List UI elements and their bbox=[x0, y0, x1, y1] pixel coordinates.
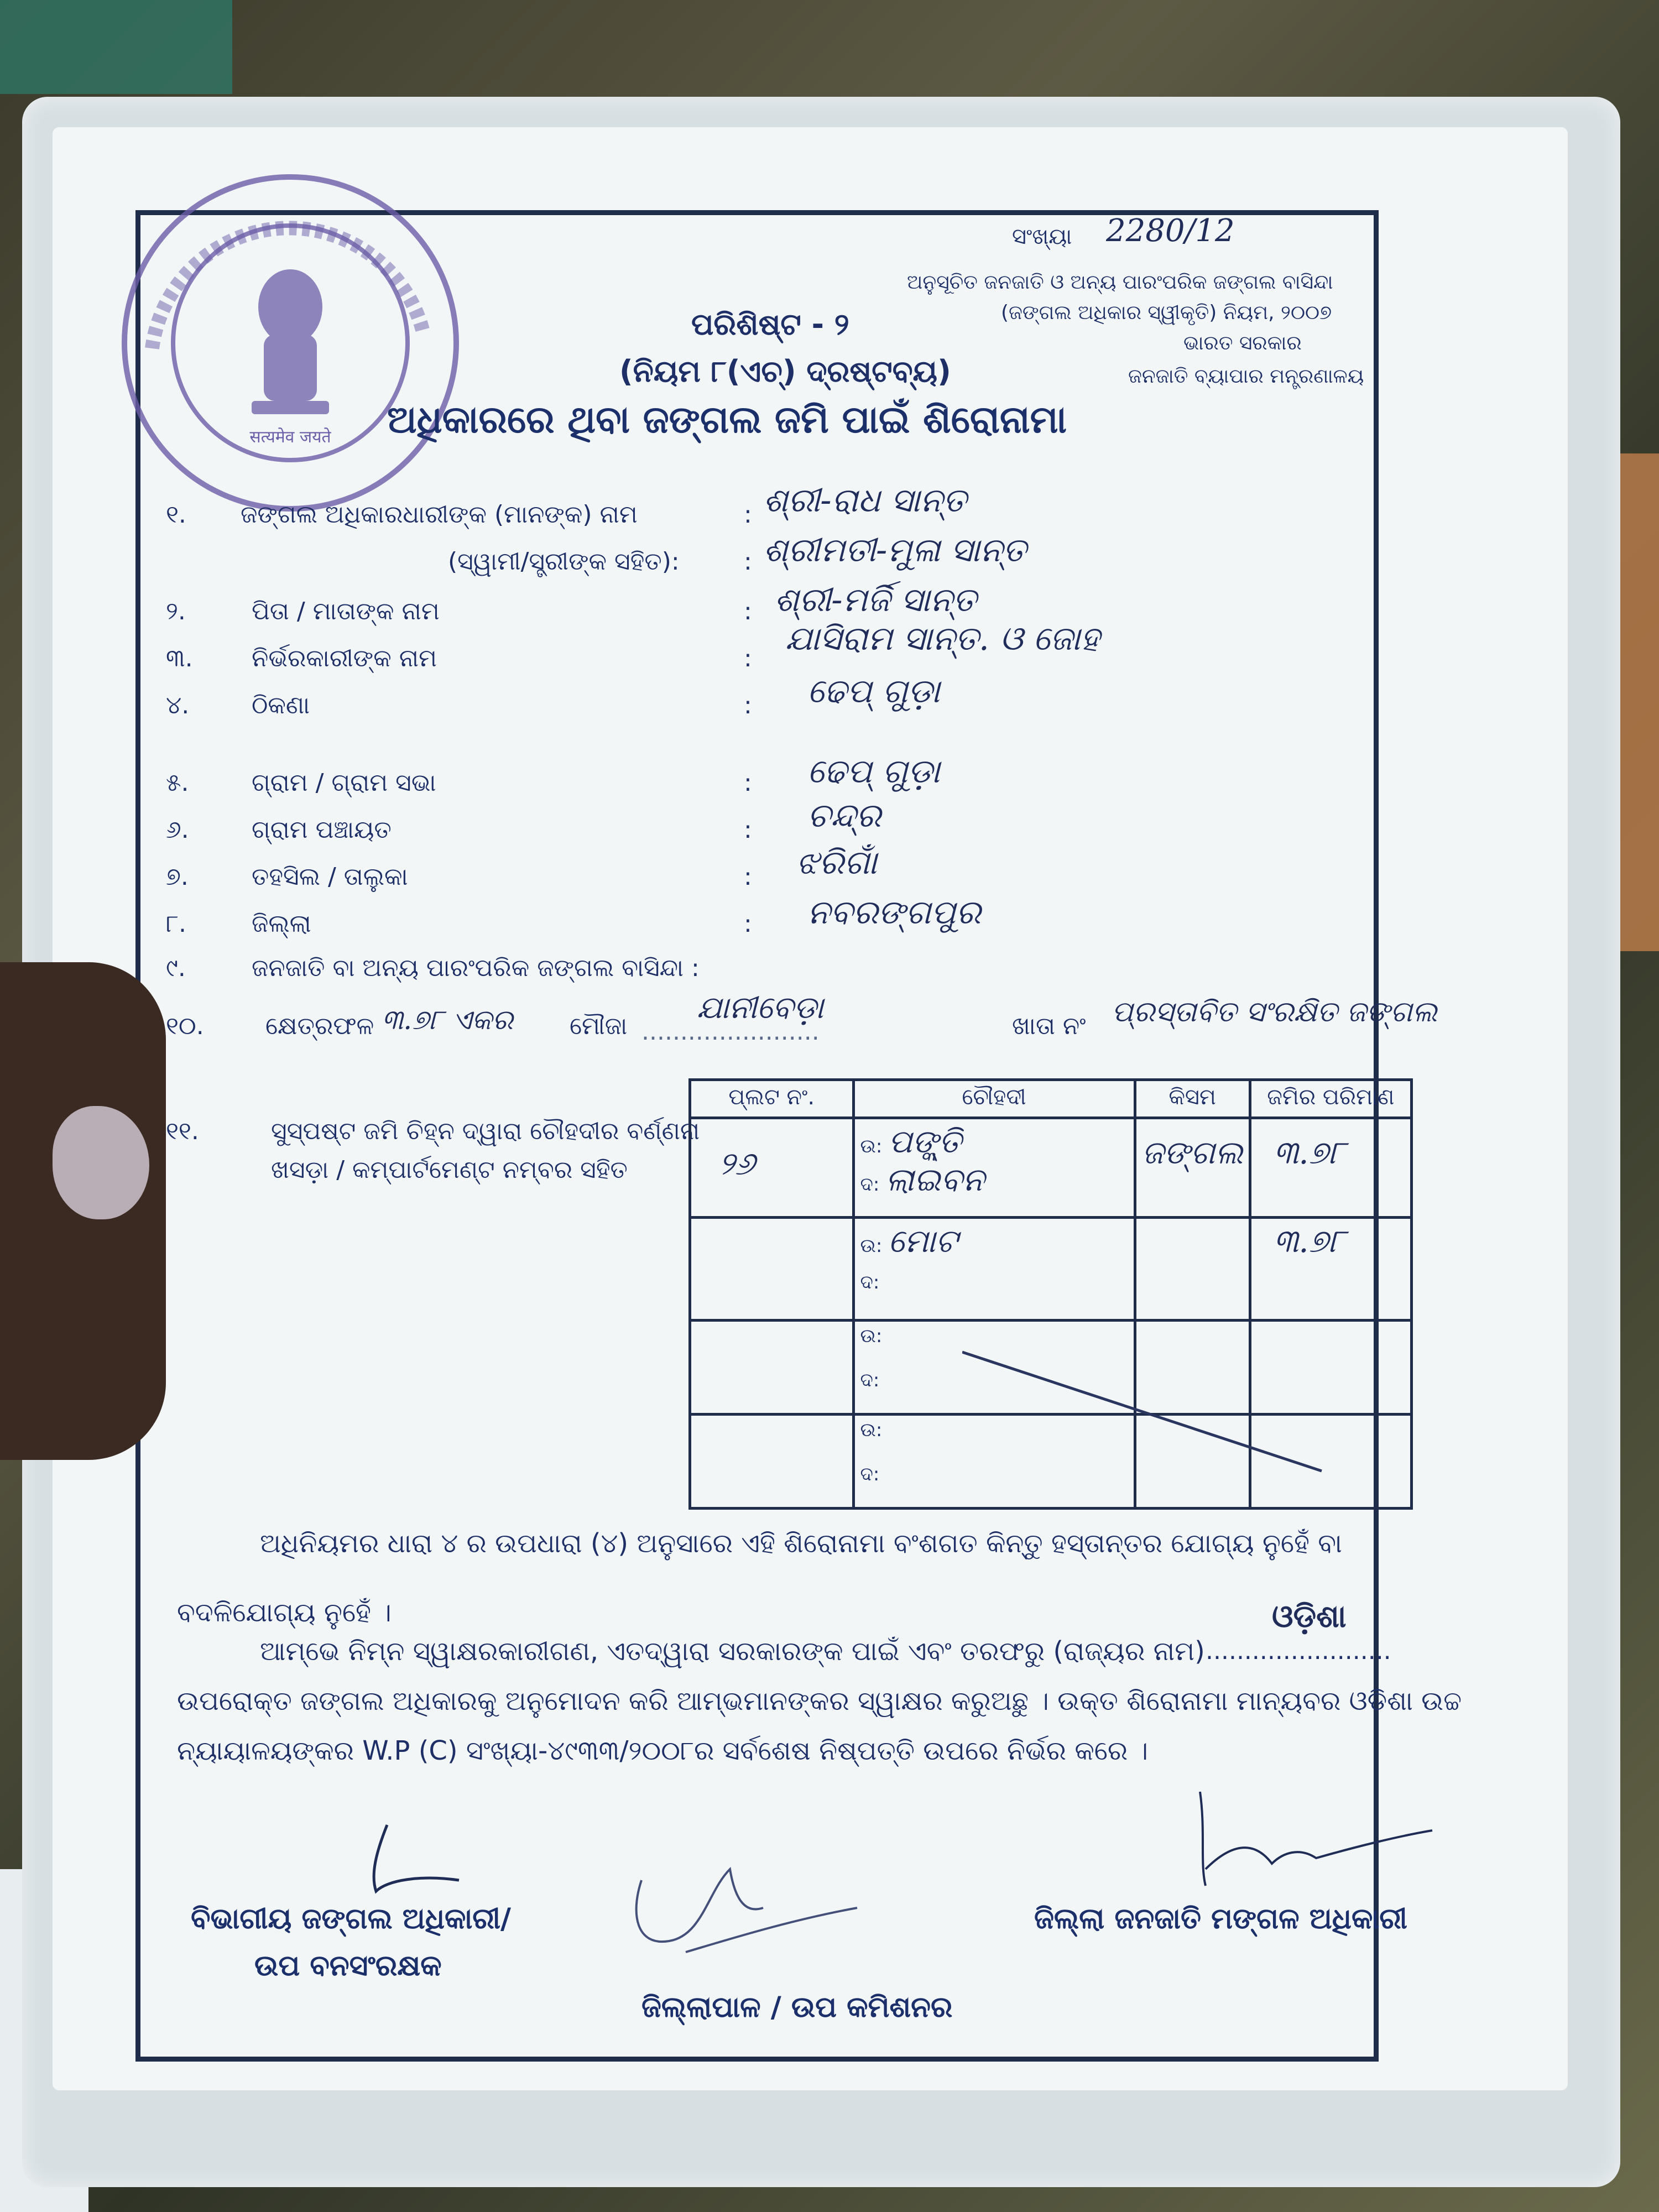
rule-reference: (ନିୟମ ୮(ଏଚ୍) ଦ୍ରଷ୍ଟବ୍ୟ) bbox=[619, 354, 951, 389]
header-kisam: କିସମ bbox=[1135, 1080, 1250, 1118]
field-value: ଢେପ୍ ଗୁଡ଼ା bbox=[807, 752, 940, 791]
emblem-motto: सत्यमेव जयते bbox=[249, 427, 331, 447]
field-colon: : bbox=[744, 863, 752, 891]
north-marker: ଉ: ପଙ୍କ୍ତି bbox=[860, 1123, 962, 1161]
field-number: ୭. bbox=[166, 863, 189, 891]
area-total: ୩.୭୮ bbox=[1273, 1222, 1345, 1260]
field-label: ଜିଲ୍ଲା bbox=[252, 910, 311, 938]
field-label: (ସ୍ୱାମୀ/ସ୍ତ୍ରୀଙ୍କ ସହିତ): bbox=[448, 547, 680, 576]
north-marker: ଉ: bbox=[860, 1324, 883, 1347]
serial-label: ସଂଖ୍ୟା bbox=[1012, 224, 1072, 249]
south-marker: ଦ: bbox=[860, 1463, 880, 1485]
north-value: ମୋଟ bbox=[888, 1222, 958, 1260]
field-label: ଜଙ୍ଗଲ ଅଧିକାରଧାରୀଙ୍କ (ମାନଙ୍କ) ନାମ bbox=[241, 500, 638, 529]
ashoka-emblem-icon bbox=[252, 269, 329, 414]
field-value: ନବରଙ୍ଗପୁର bbox=[807, 893, 981, 932]
state-value: ଓଡ଼ିଶା bbox=[1272, 1598, 1347, 1635]
dwo-title: ଜିଲ୍ଲା ଜନଜାତି ମଙ୍ଗଳ ଅଧିକାରୀ bbox=[1034, 1902, 1407, 1936]
document-title: ଅଧିକାରରେ ଥିବା ଜଙ୍ଗଲ ଜମି ପାଇଁ ଶିରୋନାମା bbox=[387, 398, 1067, 442]
annexure-label: ପରିଶିଷ୍ଟ - ୨ bbox=[691, 307, 849, 342]
south-marker: ଦ: bbox=[860, 1369, 880, 1391]
south-value: ଲାଇବନ bbox=[885, 1161, 985, 1199]
field-label: ତହସିଲ / ତାଲୁକା bbox=[252, 863, 408, 891]
field-colon: : bbox=[744, 769, 752, 797]
khata-value: ପ୍ରସ୍ତାବିତ ସଂରକ୍ଷିତ ଜଙ୍ଗଲ bbox=[1112, 995, 1438, 1029]
cancel-slash bbox=[962, 1344, 1333, 1482]
north-marker: ଉ: ମୋଟ bbox=[860, 1222, 958, 1260]
north-value: ପଙ୍କ୍ତି bbox=[888, 1123, 962, 1161]
official-seal bbox=[113, 166, 467, 520]
act-line-1: ଅନୁସୂଚିତ ଜନଜାତି ଓ ଅନ୍ୟ ପାରଂପରିକ ଜଙ୍ଗଲ ବାସିନ୍ଦା bbox=[907, 271, 1333, 294]
para2-line3: ନ୍ୟାୟାଳୟଙ୍କର W.P (C) ସଂଖ୍ୟା-୪୯୩୩/୨୦୦୮ର ସର୍ବଶେଷ ନିଷ୍ପତ୍ତି ଉପରେ ନିର୍ଭର କରେ । bbox=[177, 1735, 1149, 1766]
south-marker: ଦ: ଲାଇବନ bbox=[860, 1161, 985, 1199]
background-cloth bbox=[0, 0, 232, 94]
para2-line2: ଉପରୋକ୍ତ ଜଙ୍ଗଲ ଅଧିକାରକୁ ଅନୁମୋଦନ କରି ଆମ୍ଭମାନଙ୍କର ସ୍ୱାକ୍ଷର କରୁଅଛୁ । ଉକ୍ତ ଶିରୋନାମା ମାନ୍ୟବର ଓଡିଶା ଉଚ୍ଚ bbox=[177, 1686, 1462, 1717]
boundary-label-2: ଖସଡ଼ା / କମ୍ପାର୍ଟମେଣ୍ଟ ନମ୍ବର ସହିତ bbox=[271, 1156, 628, 1184]
header-boundary: ଚୌହଦୀ bbox=[853, 1080, 1135, 1118]
field-value: ଝରିଗାଁ bbox=[796, 843, 877, 882]
para2-line1: ଆମ୍ଭେ ନିମ୍ନ ସ୍ୱାକ୍ଷରକାରୀଗଣ, ଏତଦ୍ୱାରା ସରକାରଙ୍କ ପାଇଁ ଏବଂ ତରଫରୁ (ରାଜ୍ୟର ନାମ) bbox=[260, 1636, 1205, 1667]
dfo-title-1: ବିଭାଗୀୟ ଜଙ୍ଗଲ ଅଧିକାରୀ/ bbox=[191, 1902, 512, 1936]
table-row bbox=[690, 1118, 1412, 1218]
field-number: ୩. bbox=[166, 644, 193, 672]
state-dots: ........................ bbox=[1206, 1637, 1391, 1665]
kisam-value: ଜଙ୍ଗଲ bbox=[1141, 1134, 1243, 1172]
khata-label: ଖାତା ନଂ bbox=[1012, 1012, 1086, 1040]
act-line-2: (ଜଙ୍ଗଲ ଅଧିକାର ସ୍ୱୀକୃତି) ନିୟମ, ୨୦୦୭ bbox=[1001, 301, 1332, 324]
field-colon: : bbox=[744, 500, 752, 529]
field-value: ଢେପ୍ ଗୁଡ଼ା bbox=[807, 672, 940, 711]
field-number: ୮. bbox=[166, 910, 186, 938]
plot-number: ୨୬ bbox=[719, 1145, 755, 1183]
table-row bbox=[690, 1218, 1412, 1321]
field-label: ଗ୍ରାମ / ଗ୍ରାମ ସଭା bbox=[252, 769, 436, 797]
mouza-label: ମୌଜା bbox=[570, 1012, 628, 1040]
area-value: ୩.୭୮ bbox=[1273, 1134, 1345, 1172]
act-line-3: ଭାରତ ସରକାର bbox=[1183, 332, 1302, 354]
header-plot-no: ପ୍ଲଟ ନଂ. bbox=[690, 1080, 854, 1118]
field-colon: : bbox=[744, 816, 752, 844]
area-label: କ୍ଷେତ୍ରଫଳ bbox=[265, 1012, 374, 1040]
collector-signature bbox=[619, 1847, 868, 1969]
mouza-dots: ....................... bbox=[641, 1018, 820, 1046]
field-number: ୬. bbox=[166, 816, 189, 844]
field-number: ୨. bbox=[166, 597, 186, 625]
field-value: ଚନ୍ଦ୍ର bbox=[807, 796, 881, 835]
boundary-label-1: ସୁସ୍ପଷ୍ଟ ଜମି ଚିହ୍ନ ଦ୍ୱାରା ଚୌହଦୀର ବର୍ଣ୍ଣନା bbox=[271, 1117, 700, 1145]
south-marker: ଦ: bbox=[860, 1271, 880, 1294]
area-value: ୩.୭୮ ଏକର bbox=[382, 1004, 513, 1036]
field-value: ଯାସିରାମ ସାନ୍ତ. ଓ ଜୋହ bbox=[785, 619, 1100, 658]
field-colon: : bbox=[744, 691, 752, 719]
dfo-signature bbox=[354, 1819, 476, 1902]
field-label: ଗ୍ରାମ ପଞ୍ଚାୟତ bbox=[252, 816, 392, 844]
field-number: ୪. bbox=[166, 691, 190, 719]
field-colon: : bbox=[744, 644, 752, 672]
table-header-row bbox=[690, 1080, 1412, 1118]
act-line-4: ଜନଜାତି ବ୍ୟାପାର ମନ୍ତ୍ରଣାଳୟ bbox=[1128, 365, 1364, 388]
field-number: ୧. bbox=[166, 500, 186, 529]
serial-value: 2280/12 bbox=[1106, 213, 1235, 249]
para1-line1: ଅଧିନିୟମର ଧାରା ୪ ର ଉପଧାରା (୪) ଅନୁସାରେ ଏହି ଶିରୋନାମା ବଂଶଗତ କିନ୍ତୁ ହସ୍ତାନ୍ତର ଯୋଗ୍ୟ ନୁହେଁ ବା bbox=[260, 1528, 1342, 1559]
field-colon: : bbox=[744, 597, 752, 625]
field-value: ଶ୍ରୀମତୀ-ମୁଳା ସାନ୍ତ bbox=[763, 531, 1027, 570]
field-number: ୯. bbox=[166, 954, 186, 982]
field-colon: : bbox=[744, 547, 752, 576]
mouza-value: ଯାନୀବେଡ଼ା bbox=[697, 990, 824, 1026]
para1-line2: ବଦଳିଯୋଗ୍ୟ ନୁହେଁ । bbox=[177, 1597, 392, 1628]
dwo-signature bbox=[1189, 1786, 1438, 1897]
field-value: ଶ୍ରୀ-ରାଧ ସାନ୍ତ bbox=[763, 481, 967, 520]
north-marker: ଉ: bbox=[860, 1418, 883, 1441]
field-value: ଶ୍ରୀ-ମର୍ଜି ସାନ୍ତ bbox=[774, 581, 977, 619]
collector-title: ଜିଲ୍ଲାପାଳ / ଉପ କମିଶନର bbox=[641, 1991, 953, 2024]
field-label: ଠିକଣା bbox=[252, 691, 310, 719]
boundary-number: ୧୧. bbox=[166, 1117, 199, 1145]
field-colon: : bbox=[744, 910, 752, 938]
field-label: ନିର୍ଭରକାରୀଙ୍କ ନାମ bbox=[252, 644, 437, 672]
header-land-area: ଜମିର ପରିମାଣ bbox=[1250, 1080, 1411, 1118]
area-number: ୧୦. bbox=[166, 1012, 204, 1040]
field-label: ଜନଜାତି ବା ଅନ୍ୟ ପାରଂପରିକ ଜଙ୍ଗଲ ବାସିନ୍ଦା : bbox=[252, 954, 700, 982]
dfo-title-2: ଉପ ବନସଂରକ୍ଷକ bbox=[254, 1949, 442, 1983]
field-label: ପିତା / ମାତାଙ୍କ ନାମ bbox=[252, 597, 440, 625]
field-number: ୫. bbox=[166, 769, 189, 797]
